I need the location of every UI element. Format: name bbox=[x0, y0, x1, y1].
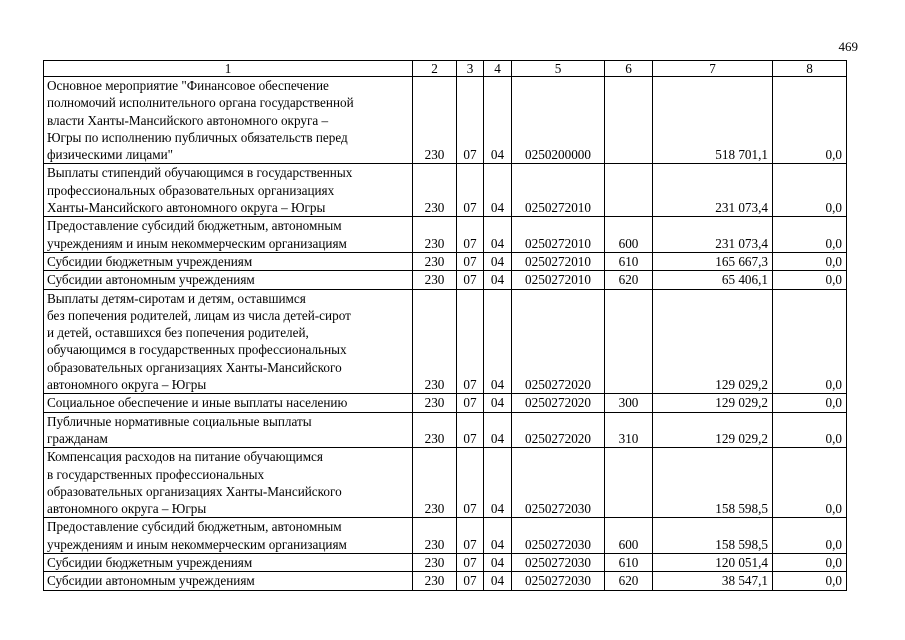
code-cell-6: 600 bbox=[605, 518, 653, 554]
amount-cell: 158 598,5 bbox=[653, 448, 773, 518]
code-cell-5: 0250272010 bbox=[512, 271, 605, 289]
code-cell-2: 230 bbox=[413, 572, 457, 590]
code-cell-2: 230 bbox=[413, 77, 457, 164]
code-cell-3: 07 bbox=[457, 394, 484, 412]
item-name-cell: Основное мероприятие "Финансовое обеспечение полномочий исполнительного органа государственной власти Ханты-Мансийского автономного округа – Югры по исполнению публичных обязательств перед физическими лицами" bbox=[44, 77, 413, 164]
code-cell-5: 0250272020 bbox=[512, 289, 605, 394]
code-cell-4: 04 bbox=[484, 164, 512, 217]
amount-cell: 65 406,1 bbox=[653, 271, 773, 289]
amount-cell: 165 667,3 bbox=[653, 252, 773, 270]
code-cell-2: 230 bbox=[413, 164, 457, 217]
code-cell-2: 230 bbox=[413, 289, 457, 394]
code-cell-2: 230 bbox=[413, 394, 457, 412]
code-cell-4: 04 bbox=[484, 217, 512, 253]
amount-cell-secondary: 0,0 bbox=[773, 554, 847, 572]
item-name-cell: Социальное обеспечение и иные выплаты населению bbox=[44, 394, 413, 412]
header-cell: 7 bbox=[653, 61, 773, 77]
code-cell-4: 04 bbox=[484, 572, 512, 590]
amount-cell-secondary: 0,0 bbox=[773, 217, 847, 253]
amount-cell-secondary: 0,0 bbox=[773, 572, 847, 590]
amount-cell-secondary: 0,0 bbox=[773, 394, 847, 412]
code-cell-4: 04 bbox=[484, 252, 512, 270]
header-cell: 6 bbox=[605, 61, 653, 77]
code-cell-3: 07 bbox=[457, 289, 484, 394]
amount-cell: 158 598,5 bbox=[653, 518, 773, 554]
code-cell-6 bbox=[605, 77, 653, 164]
code-cell-3: 07 bbox=[457, 554, 484, 572]
amount-cell-secondary: 0,0 bbox=[773, 448, 847, 518]
table-row bbox=[44, 394, 847, 412]
table-row bbox=[44, 412, 847, 448]
code-cell-6 bbox=[605, 289, 653, 394]
amount-cell: 231 073,4 bbox=[653, 164, 773, 217]
code-cell-4: 04 bbox=[484, 554, 512, 572]
code-cell-4: 04 bbox=[484, 271, 512, 289]
budget-table bbox=[43, 60, 847, 591]
item-name-cell: Субсидии автономным учреждениям bbox=[44, 271, 413, 289]
table-row bbox=[44, 518, 847, 554]
header-cell: 1 bbox=[44, 61, 413, 77]
table-row bbox=[44, 252, 847, 270]
code-cell-6: 310 bbox=[605, 412, 653, 448]
item-name-cell: Субсидии бюджетным учреждениям bbox=[44, 554, 413, 572]
code-cell-3: 07 bbox=[457, 412, 484, 448]
amount-cell: 518 701,1 bbox=[653, 77, 773, 164]
table-row bbox=[44, 164, 847, 217]
code-cell-3: 07 bbox=[457, 271, 484, 289]
code-cell-4: 04 bbox=[484, 77, 512, 164]
code-cell-3: 07 bbox=[457, 448, 484, 518]
code-cell-4: 04 bbox=[484, 394, 512, 412]
amount-cell: 38 547,1 bbox=[653, 572, 773, 590]
amount-cell-secondary: 0,0 bbox=[773, 412, 847, 448]
code-cell-2: 230 bbox=[413, 252, 457, 270]
code-cell-2: 230 bbox=[413, 518, 457, 554]
table-header-row bbox=[44, 61, 847, 77]
item-name-cell: Субсидии автономным учреждениям bbox=[44, 572, 413, 590]
item-name-cell: Предоставление субсидий бюджетным, автономным учреждениям и иным некоммерческим организациям bbox=[44, 217, 413, 253]
code-cell-6: 610 bbox=[605, 252, 653, 270]
code-cell-5: 0250272030 bbox=[512, 448, 605, 518]
amount-cell: 231 073,4 bbox=[653, 217, 773, 253]
amount-cell-secondary: 0,0 bbox=[773, 518, 847, 554]
table-row bbox=[44, 554, 847, 572]
header-cell: 2 bbox=[413, 61, 457, 77]
code-cell-4: 04 bbox=[484, 518, 512, 554]
code-cell-5: 0250272010 bbox=[512, 252, 605, 270]
header-cell: 4 bbox=[484, 61, 512, 77]
code-cell-3: 07 bbox=[457, 77, 484, 164]
code-cell-3: 07 bbox=[457, 572, 484, 590]
header-cell: 3 bbox=[457, 61, 484, 77]
code-cell-5: 0250272020 bbox=[512, 394, 605, 412]
code-cell-2: 230 bbox=[413, 271, 457, 289]
amount-cell-secondary: 0,0 bbox=[773, 271, 847, 289]
table-row bbox=[44, 289, 847, 394]
table-row bbox=[44, 77, 847, 164]
code-cell-3: 07 bbox=[457, 252, 484, 270]
code-cell-2: 230 bbox=[413, 448, 457, 518]
code-cell-4: 04 bbox=[484, 448, 512, 518]
code-cell-5: 0250200000 bbox=[512, 77, 605, 164]
code-cell-3: 07 bbox=[457, 164, 484, 217]
header-cell: 5 bbox=[512, 61, 605, 77]
table-row bbox=[44, 448, 847, 518]
amount-cell: 129 029,2 bbox=[653, 412, 773, 448]
code-cell-5: 0250272030 bbox=[512, 554, 605, 572]
code-cell-2: 230 bbox=[413, 554, 457, 572]
amount-cell-secondary: 0,0 bbox=[773, 289, 847, 394]
code-cell-5: 0250272030 bbox=[512, 518, 605, 554]
code-cell-6: 620 bbox=[605, 572, 653, 590]
amount-cell: 129 029,2 bbox=[653, 394, 773, 412]
item-name-cell: Предоставление субсидий бюджетным, автономным учреждениям и иным некоммерческим организациям bbox=[44, 518, 413, 554]
code-cell-6: 600 bbox=[605, 217, 653, 253]
code-cell-2: 230 bbox=[413, 217, 457, 253]
code-cell-2: 230 bbox=[413, 412, 457, 448]
page-number: 469 bbox=[838, 39, 858, 54]
item-name-cell: Выплаты детям-сиротам и детям, оставшимся без попечения родителей, лицам из числа детей-сирот и детей, оставшихся без попечения родителей, обучающимся в государственных профессиональных образовательных организациях Ханты-Мансийского автономного округа – Югры bbox=[44, 289, 413, 394]
table-row bbox=[44, 271, 847, 289]
amount-cell-secondary: 0,0 bbox=[773, 164, 847, 217]
code-cell-4: 04 bbox=[484, 289, 512, 394]
code-cell-3: 07 bbox=[457, 217, 484, 253]
code-cell-6 bbox=[605, 164, 653, 217]
code-cell-6: 620 bbox=[605, 271, 653, 289]
item-name-cell: Субсидии бюджетным учреждениям bbox=[44, 252, 413, 270]
code-cell-5: 0250272010 bbox=[512, 164, 605, 217]
amount-cell-secondary: 0,0 bbox=[773, 252, 847, 270]
item-name-cell: Публичные нормативные социальные выплаты гражданам bbox=[44, 412, 413, 448]
item-name-cell: Компенсация расходов на питание обучающимся в государственных профессиональных образовательных организациях Ханты-Мансийского автономного округа – Югры bbox=[44, 448, 413, 518]
code-cell-6: 300 bbox=[605, 394, 653, 412]
item-name-cell: Выплаты стипендий обучающимся в государственных профессиональных образовательных организациях Ханты-Мансийского автономного округа – Югры bbox=[44, 164, 413, 217]
code-cell-5: 0250272010 bbox=[512, 217, 605, 253]
amount-cell: 129 029,2 bbox=[653, 289, 773, 394]
table-row bbox=[44, 572, 847, 590]
code-cell-6: 610 bbox=[605, 554, 653, 572]
code-cell-5: 0250272020 bbox=[512, 412, 605, 448]
code-cell-5: 0250272030 bbox=[512, 572, 605, 590]
amount-cell: 120 051,4 bbox=[653, 554, 773, 572]
code-cell-4: 04 bbox=[484, 412, 512, 448]
header-cell: 8 bbox=[773, 61, 847, 77]
code-cell-3: 07 bbox=[457, 518, 484, 554]
code-cell-6 bbox=[605, 448, 653, 518]
table-row bbox=[44, 217, 847, 253]
amount-cell-secondary: 0,0 bbox=[773, 77, 847, 164]
